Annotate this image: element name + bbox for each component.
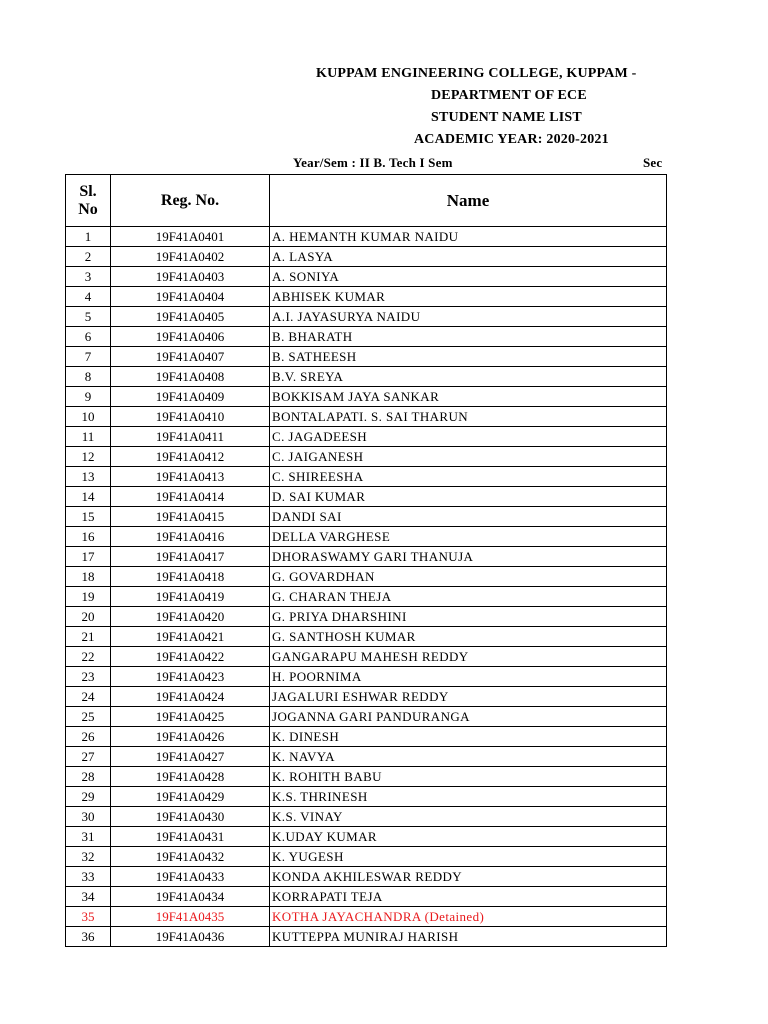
sl-no-cell: 28 [66,767,111,787]
student-name-cell: K.UDAY KUMAR [270,827,667,847]
table-row [66,587,667,607]
table-row [66,647,667,667]
reg-no-cell: 19F41A0405 [111,307,270,327]
sl-no-cell: 31 [66,827,111,847]
reg-no-cell: 19F41A0428 [111,767,270,787]
table-row [66,607,667,627]
department-title: DEPARTMENT OF ECE [431,88,587,103]
table-row [66,747,667,767]
student-name-cell: A. LASYA [270,247,667,267]
sl-no-cell: 4 [66,287,111,307]
student-name-cell: BONTALAPATI. S. SAI THARUN [270,407,667,427]
reg-no-cell: 19F41A0413 [111,467,270,487]
table-row [66,487,667,507]
sl-no-cell: 24 [66,687,111,707]
sl-no-cell: 34 [66,887,111,907]
student-name-cell: C. JAGADEESH [270,427,667,447]
sl-no-cell: 9 [66,387,111,407]
table-row [66,627,667,647]
table-row [66,267,667,287]
student-name-cell: C. JAIGANESH [270,447,667,467]
sl-no-cell: 32 [66,847,111,867]
table-row [66,887,667,907]
college-name: KUPPAM ENGINEERING COLLEGE, KUPPAM - [316,66,637,81]
table-row [66,327,667,347]
student-name-cell: K.S. THRINESH [270,787,667,807]
academic-year: ACADEMIC YEAR: 2020-2021 [414,132,609,147]
student-name-cell: K. DINESH [270,727,667,747]
student-name-cell: A.I. JAYASURYA NAIDU [270,307,667,327]
reg-no-cell: 19F41A0412 [111,447,270,467]
reg-no-cell: 19F41A0429 [111,787,270,807]
sl-no-cell: 5 [66,307,111,327]
reg-no-cell: 19F41A0401 [111,227,270,247]
table-row [66,547,667,567]
table-row [66,847,667,867]
reg-no-cell: 19F41A0404 [111,287,270,307]
student-name-cell: K.S. VINAY [270,807,667,827]
sl-no-cell: 6 [66,327,111,347]
reg-no-cell: 19F41A0408 [111,367,270,387]
sl-no-cell: 1 [66,227,111,247]
table-row [66,507,667,527]
student-name-cell: G. SANTHOSH KUMAR [270,627,667,647]
table-row [66,687,667,707]
table-row [66,927,667,947]
table-row [66,387,667,407]
student-name-cell: D. SAI KUMAR [270,487,667,507]
sl-no-cell: 25 [66,707,111,727]
sl-no-cell: 36 [66,927,111,947]
reg-no-cell: 19F41A0427 [111,747,270,767]
sl-no-header-line2: No [78,200,98,218]
reg-no-cell: 19F41A0419 [111,587,270,607]
table-row [66,907,667,927]
table-row [66,567,667,587]
sl-no-cell: 2 [66,247,111,267]
reg-no-cell: 19F41A0410 [111,407,270,427]
sl-no-cell: 26 [66,727,111,747]
reg-no-cell: 19F41A0423 [111,667,270,687]
table-body [66,227,667,947]
student-name-cell: JAGALURI ESHWAR REDDY [270,687,667,707]
reg-no-cell: 19F41A0418 [111,567,270,587]
table-row [66,467,667,487]
sl-no-cell: 29 [66,787,111,807]
reg-no-cell: 19F41A0417 [111,547,270,567]
student-name-cell: DANDI SAI [270,507,667,527]
reg-no-cell: 19F41A0416 [111,527,270,547]
table-row [66,227,667,247]
table-row [66,427,667,447]
reg-no-cell: 19F41A0407 [111,347,270,367]
sl-no-cell: 3 [66,267,111,287]
reg-no-header: Reg. No. [111,175,270,227]
student-name-cell: B. BHARATH [270,327,667,347]
table-row [66,867,667,887]
reg-no-cell: 19F41A0421 [111,627,270,647]
student-name-cell: KUTTEPPA MUNIRAJ HARISH [270,927,667,947]
reg-no-cell: 19F41A0433 [111,867,270,887]
student-name-cell: G. PRIYA DHARSHINI [270,607,667,627]
sl-no-cell: 19 [66,587,111,607]
student-name-cell: B.V. SREYA [270,367,667,387]
reg-no-cell: 19F41A0430 [111,807,270,827]
reg-no-cell: 19F41A0422 [111,647,270,667]
student-name-cell: G. CHARAN THEJA [270,587,667,607]
student-name-cell: ABHISEK KUMAR [270,287,667,307]
student-name-cell: B. SATHEESH [270,347,667,367]
sl-no-cell: 7 [66,347,111,367]
table-row [66,727,667,747]
sl-no-cell: 8 [66,367,111,387]
student-name-cell: GANGARAPU MAHESH REDDY [270,647,667,667]
table-row [66,367,667,387]
student-name-cell: A. SONIYA [270,267,667,287]
sl-no-header-line1: Sl. [79,182,97,200]
table-row [66,527,667,547]
table-row [66,447,667,467]
student-name-cell: DHORASWAMY GARI THANUJA [270,547,667,567]
student-table [65,174,667,947]
table-row [66,827,667,847]
sl-no-cell: 12 [66,447,111,467]
student-name-cell: KOTHA JAYACHANDRA (Detained) [270,907,667,927]
student-name-cell: KONDA AKHILESWAR REDDY [270,867,667,887]
sl-no-cell: 11 [66,427,111,447]
student-name-cell: K. YUGESH [270,847,667,867]
student-name-cell: KORRAPATI TEJA [270,887,667,907]
table-row [66,667,667,687]
reg-no-cell: 19F41A0414 [111,487,270,507]
reg-no-cell: 19F41A0420 [111,607,270,627]
reg-no-cell: 19F41A0402 [111,247,270,267]
reg-no-cell: 19F41A0406 [111,327,270,347]
student-name-cell: DELLA VARGHESE [270,527,667,547]
reg-no-cell: 19F41A0411 [111,427,270,447]
sl-no-cell: 18 [66,567,111,587]
table-row [66,787,667,807]
reg-no-cell: 19F41A0431 [111,827,270,847]
student-name-cell: C. SHIREESHA [270,467,667,487]
reg-no-cell: 19F41A0409 [111,387,270,407]
sl-no-header [66,175,111,227]
table-row [66,287,667,307]
reg-no-cell: 19F41A0424 [111,687,270,707]
name-header: Name [270,175,667,227]
sl-no-cell: 20 [66,607,111,627]
section-label: Sec [643,155,663,170]
sl-no-cell: 35 [66,907,111,927]
sl-no-cell: 14 [66,487,111,507]
table-row [66,767,667,787]
student-name-cell: JOGANNA GARI PANDURANGA [270,707,667,727]
sl-no-cell: 33 [66,867,111,887]
reg-no-cell: 19F41A0435 [111,907,270,927]
reg-no-cell: 19F41A0432 [111,847,270,867]
student-name-cell: A. HEMANTH KUMAR NAIDU [270,227,667,247]
sl-no-cell: 17 [66,547,111,567]
student-name-cell: BOKKISAM JAYA SANKAR [270,387,667,407]
sl-no-cell: 21 [66,627,111,647]
sl-no-cell: 13 [66,467,111,487]
reg-no-cell: 19F41A0436 [111,927,270,947]
reg-no-cell: 19F41A0426 [111,727,270,747]
reg-no-cell: 19F41A0403 [111,267,270,287]
sl-no-cell: 30 [66,807,111,827]
sl-no-cell: 15 [66,507,111,527]
table-row [66,807,667,827]
table-row [66,307,667,327]
sl-no-cell: 22 [66,647,111,667]
sl-no-cell: 16 [66,527,111,547]
table-row [66,407,667,427]
student-name-cell: K. NAVYA [270,747,667,767]
reg-no-cell: 19F41A0425 [111,707,270,727]
list-title: STUDENT NAME LIST [431,110,582,125]
reg-no-cell: 19F41A0415 [111,507,270,527]
reg-no-cell: 19F41A0434 [111,887,270,907]
sl-no-cell: 10 [66,407,111,427]
year-sem: Year/Sem : II B. Tech I Sem [293,155,453,170]
table-row [66,247,667,267]
sl-no-cell: 27 [66,747,111,767]
table-row [66,707,667,727]
student-name-cell: G. GOVARDHAN [270,567,667,587]
student-name-cell: H. POORNIMA [270,667,667,687]
sl-no-cell: 23 [66,667,111,687]
student-name-cell: K. ROHITH BABU [270,767,667,787]
table-row [66,347,667,367]
table-header-row [66,175,667,227]
